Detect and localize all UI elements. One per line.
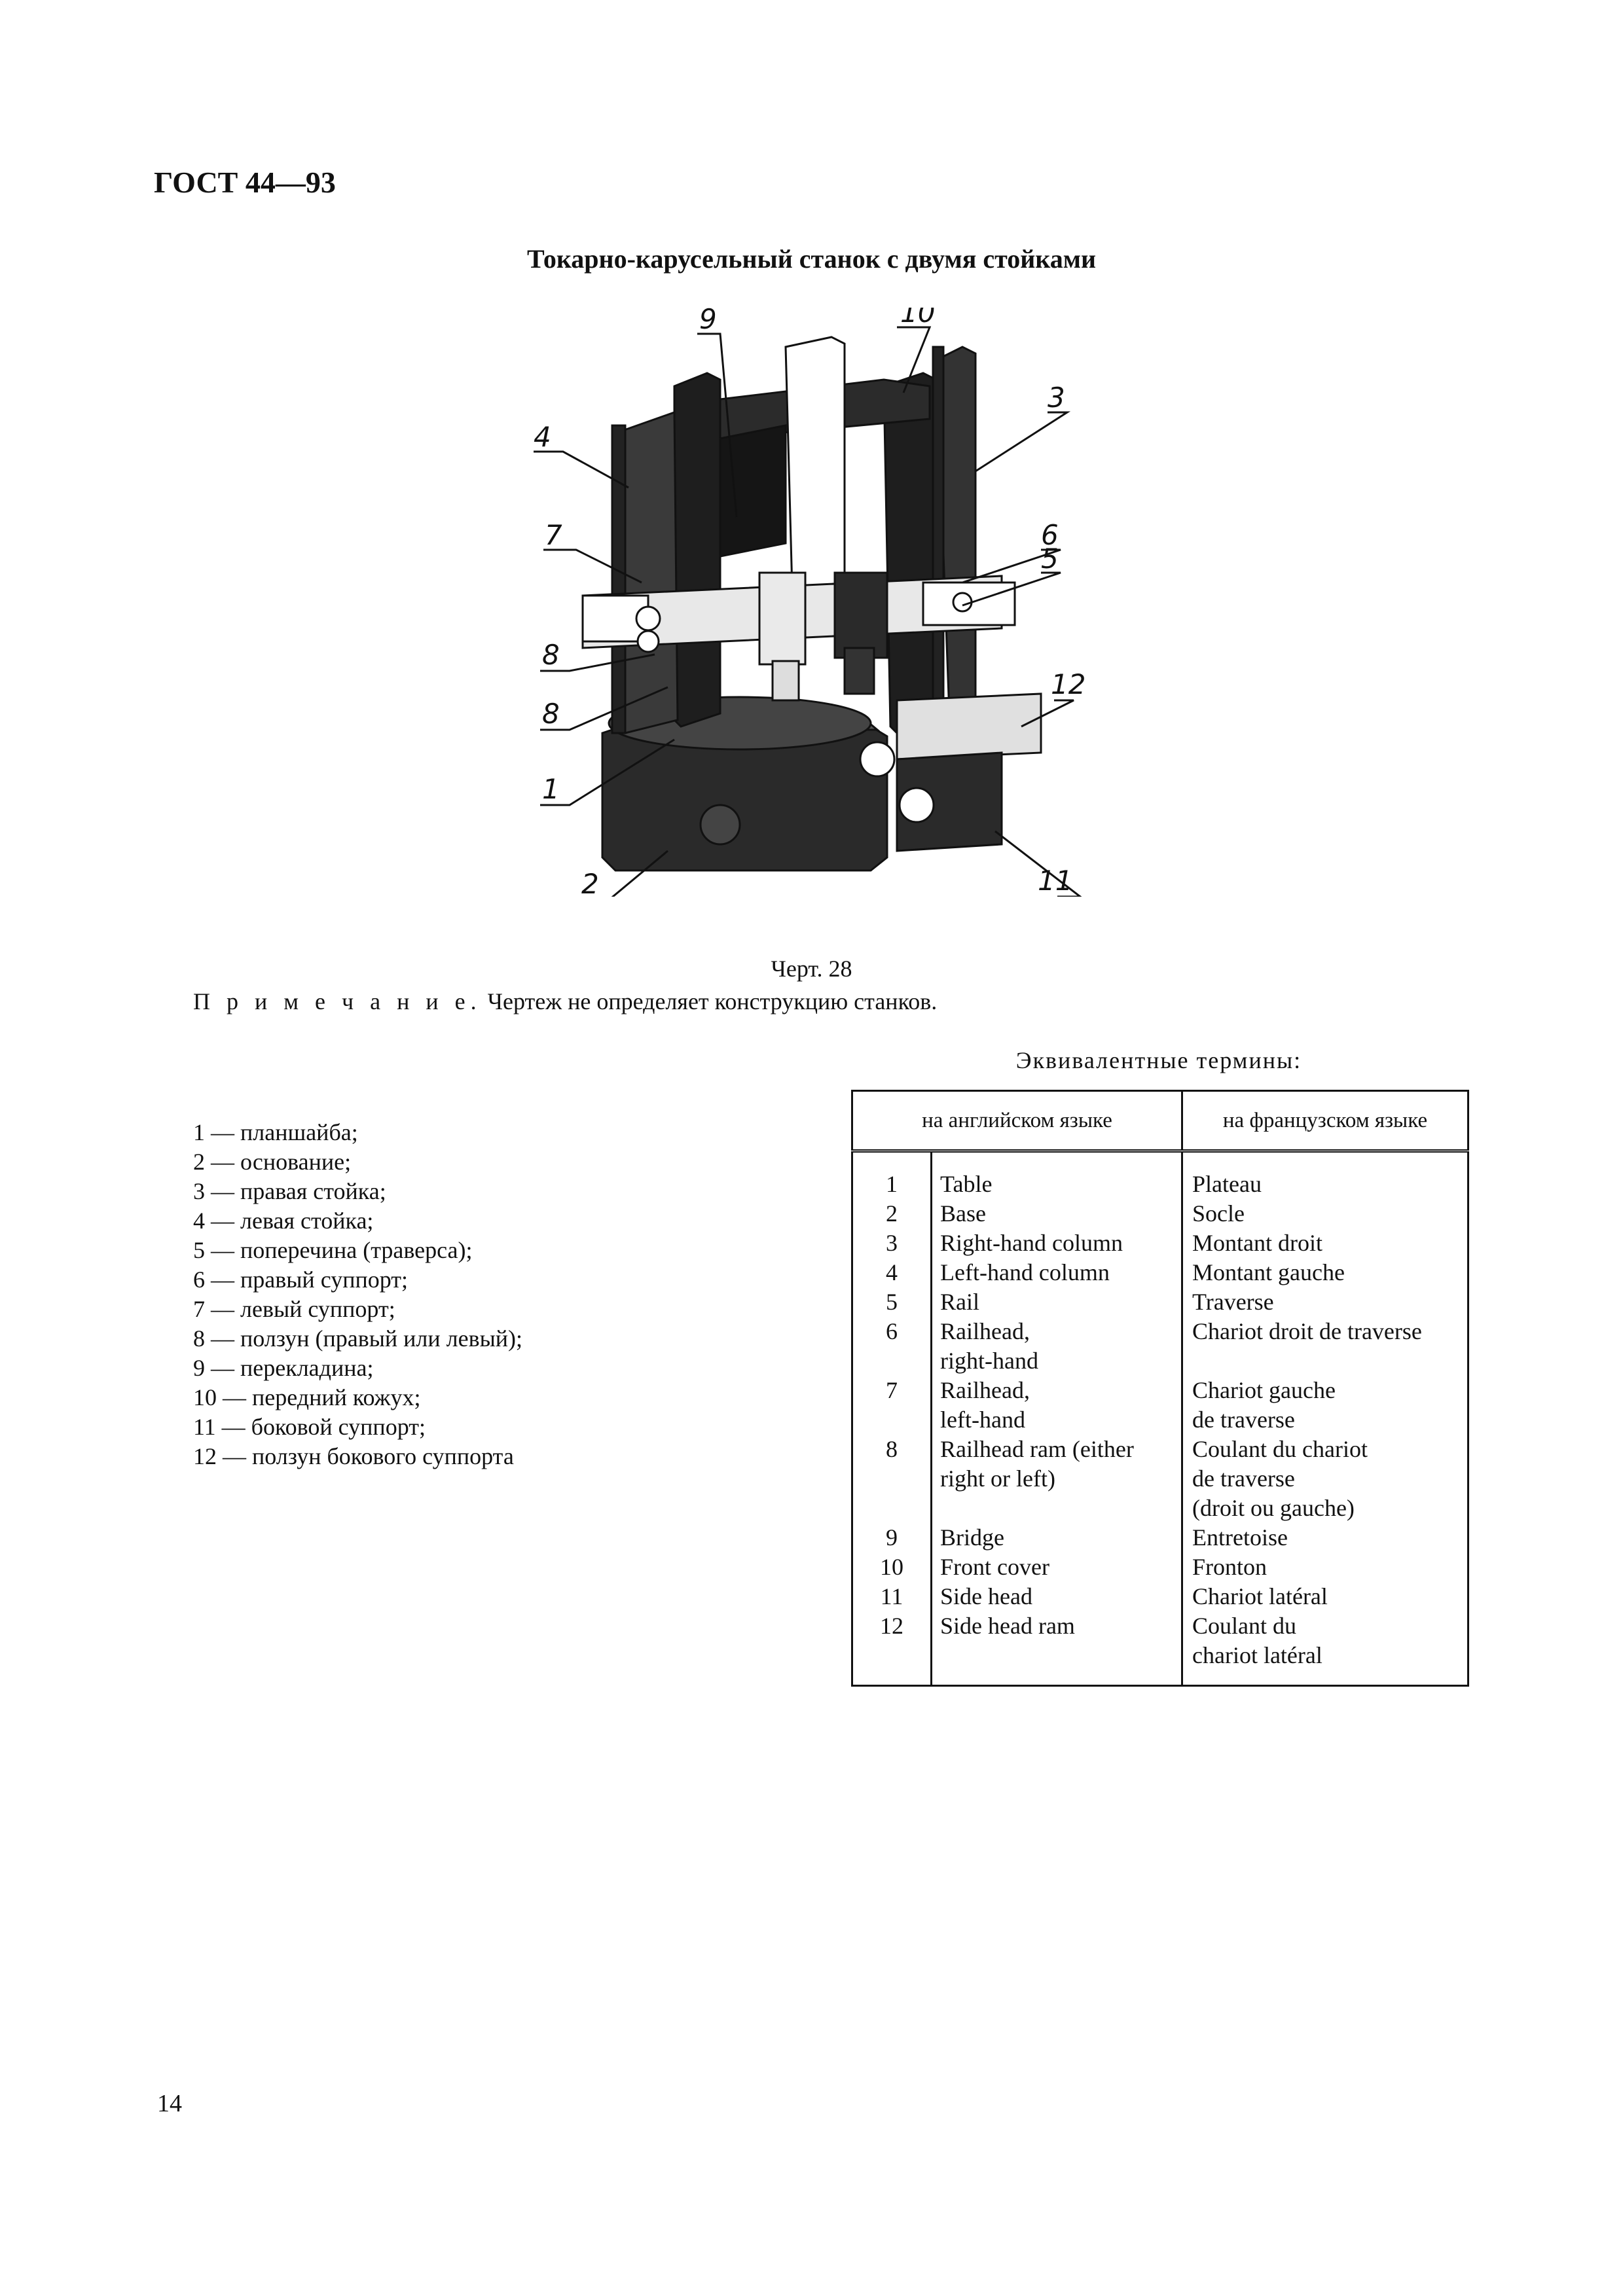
term-en-line: Front cover [940,1554,1049,1580]
callout-4: 4 [534,421,551,453]
equivalents-title: Эквивалентные термины: [1015,1047,1302,1073]
term-number: 6 [852,1317,932,1376]
term-fr-line: Plateau [1192,1171,1262,1197]
term-fr-line: (droit ou gauche) [1192,1495,1355,1521]
equivalents-body [852,1151,1468,1686]
note-label: П р и м е ч а н и е. [193,988,482,1014]
callout-7: 7 [545,519,562,551]
term-en [932,1317,1182,1376]
term-number: 4 [852,1258,932,1287]
term-fr [1182,1229,1468,1258]
list-item: 5 — поперечина (траверса); [193,1237,473,1263]
callout-2: 2 [581,868,599,897]
term-en [932,1435,1182,1523]
callout-3: 3 [1048,382,1065,414]
list-item: 6 — правый суппорт; [193,1266,408,1293]
term-number: 10 [852,1552,932,1582]
term-number: 11 [852,1582,932,1611]
term-en [932,1151,1182,1200]
term-fr [1182,1523,1468,1552]
table-row [852,1151,1468,1200]
header-en: на английском языке [852,1091,1182,1151]
term-fr-line: Chariot gauche [1192,1377,1336,1403]
equivalents-table [851,1090,1469,1687]
term-en-line: Left-hand column [940,1259,1110,1285]
term-en-line: left-hand [940,1407,1025,1433]
table-row [852,1435,1468,1523]
term-number: 8 [852,1435,932,1523]
term-en-line: Right-hand column [940,1230,1123,1256]
table-row [852,1287,1468,1317]
term-fr-line: Montant gauche [1192,1259,1345,1285]
term-number: 3 [852,1229,932,1258]
table-row [852,1258,1468,1287]
callout-8b: 8 [542,698,560,730]
term-fr-line: Coulant du [1192,1613,1296,1639]
term-fr [1182,1611,1468,1686]
callout-5: 5 [1041,543,1059,575]
term-number: 1 [852,1151,932,1200]
list-item: 11 — боковой суппорт; [193,1414,426,1440]
term-en-line: right-hand [940,1348,1038,1374]
callout-12: 12 [1051,668,1086,700]
list-item: 7 — левый суппорт; [193,1296,395,1322]
term-en [932,1611,1182,1686]
list-item: 12 — ползун бокового суппорта [193,1443,514,1469]
figure-caption: Черт. 28 [771,956,852,982]
term-fr-line: Chariot droit de traverse [1192,1318,1422,1344]
list-item: 1 — планшайба; [193,1119,358,1145]
callout-1: 1 [542,773,560,805]
term-fr-line: de traverse [1192,1407,1295,1433]
note [193,987,937,1016]
term-en [932,1229,1182,1258]
term-number: 2 [852,1199,932,1229]
callout-9: 9 [699,308,717,335]
term-fr-line: Entretoise [1192,1524,1288,1551]
note-text: Чертеж не определяет конструкцию станков. [481,988,938,1014]
term-fr [1182,1151,1468,1200]
machine-figure [504,308,1093,897]
list-item: 8 — ползун (правый или левый); [193,1325,523,1352]
table-row [852,1317,1468,1376]
term-fr [1182,1552,1468,1582]
term-fr [1182,1199,1468,1229]
term-fr-line: chariot latéral [1192,1642,1322,1668]
term-en [932,1258,1182,1287]
table-header-row [852,1091,1468,1151]
table-row [852,1376,1468,1435]
term-en-line: Railhead, [940,1377,1030,1403]
term-en-line: Rail [940,1289,979,1315]
term-fr-line: Socle [1192,1200,1245,1227]
callout-11: 11 [1038,865,1073,897]
term-fr [1182,1435,1468,1523]
term-fr-line: Montant droit [1192,1230,1322,1256]
term-en-line: Base [940,1200,986,1227]
term-fr [1182,1317,1468,1376]
term-number: 9 [852,1523,932,1552]
callout-8a: 8 [542,639,560,671]
term-en [932,1552,1182,1582]
term-en [932,1376,1182,1435]
term-en-line: right or left) [940,1465,1055,1492]
term-en [932,1199,1182,1229]
figure-title: Токарно-карусельный станок с двумя стойками [526,244,1096,274]
term-fr [1182,1258,1468,1287]
lathe-drawing [504,308,1093,897]
term-fr-line: Chariot latéral [1192,1583,1328,1609]
page-number: 14 [157,2090,182,2117]
term-en [932,1523,1182,1552]
term-en [932,1287,1182,1317]
term-fr [1182,1287,1468,1317]
list-item: 9 — перекладина; [193,1355,374,1381]
term-fr-line: Coulant du chariot [1192,1436,1368,1462]
term-en-line: Railhead ram (either [940,1436,1134,1462]
callout-10: 10 [900,308,936,329]
parts-list-ru [193,1118,522,1471]
list-item: 4 — левая стойка; [193,1208,374,1234]
table-row [852,1611,1468,1686]
term-en-line: Railhead, [940,1318,1030,1344]
term-en-line: Side head ram [940,1613,1075,1639]
table-row [852,1582,1468,1611]
term-fr-line: Traverse [1192,1289,1274,1315]
term-number: 5 [852,1287,932,1317]
term-en-line: Side head [940,1583,1032,1609]
table-row [852,1523,1468,1552]
term-fr-line: Fronton [1192,1554,1267,1580]
table-row [852,1552,1468,1582]
term-number: 7 [852,1376,932,1435]
term-fr [1182,1376,1468,1435]
term-en [932,1582,1182,1611]
term-en-line: Bridge [940,1524,1004,1551]
document-code: ГОСТ 44—93 [154,166,336,199]
callout-6: 6 [1041,519,1059,551]
term-fr-line: de traverse [1192,1465,1295,1492]
term-en-line: Table [940,1171,993,1197]
term-fr [1182,1582,1468,1611]
list-item: 10 — передний кожух; [193,1384,421,1410]
term-number: 12 [852,1611,932,1686]
table-row [852,1199,1468,1229]
header-fr: на французском языке [1182,1091,1468,1151]
list-item: 2 — основание; [193,1149,352,1175]
list-item: 3 — правая стойка; [193,1178,386,1204]
table-row [852,1229,1468,1258]
